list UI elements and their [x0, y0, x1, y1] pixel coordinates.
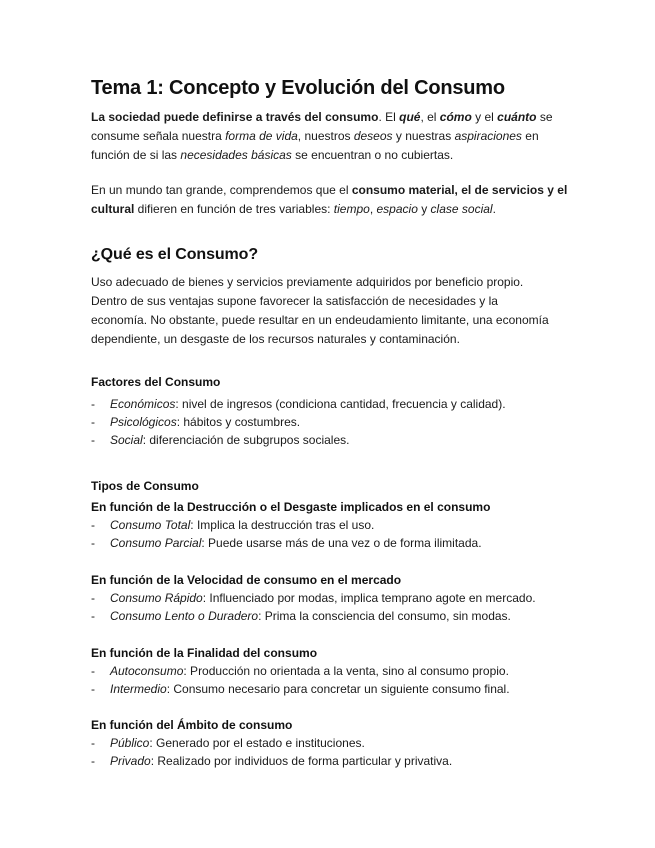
list-item [91, 607, 536, 625]
intro-paragraph-2 [91, 181, 569, 219]
list-item-term: Autoconsumo [110, 664, 184, 678]
text-run: aspiraciones [454, 129, 522, 143]
tipos-group-heading-velocidad: En función de la Velocidad de consumo en el mercado [91, 573, 402, 587]
bullet-dash: - [91, 754, 95, 768]
list-item [91, 431, 506, 449]
list-item-term: Económicos [110, 397, 176, 411]
list-item-term: Intermedio [110, 682, 167, 696]
text-run: , el [420, 110, 440, 124]
list-item-description: : Generado por el estado e instituciones. [149, 736, 365, 750]
list-item [91, 734, 452, 752]
bullet-dash: - [91, 415, 95, 429]
bullet-dash: - [91, 591, 95, 605]
bullet-dash: - [91, 536, 95, 550]
list-item [91, 534, 482, 552]
text-run: cuánto [497, 110, 537, 124]
text-run: forma de vida [225, 129, 298, 143]
bullet-dash: - [91, 433, 95, 447]
list-item-description: : Producción no orientada a la venta, sino al consumo propio. [183, 664, 509, 678]
factores-list [91, 395, 506, 449]
text-run: cómo [439, 110, 472, 124]
list-item-term: Consumo Rápido [110, 591, 203, 605]
page-title: Tema 1: Concepto y Evolución del Consumo [91, 77, 505, 99]
list-item-description: : Realizado por individuos de forma particular y privativa. [150, 754, 453, 768]
list-item [91, 680, 510, 698]
tipos-group-heading-finalidad: En función de la Finalidad del consumo [91, 646, 318, 660]
bullet-dash: - [91, 736, 95, 750]
text-run: se encuentran o no cubiertas. [291, 148, 454, 162]
text-run: , nuestros [297, 129, 354, 143]
list-item-description: : hábitos y costumbres. [176, 415, 301, 429]
text-run: deseos [353, 129, 393, 143]
list-item-description: : diferenciación de subgrupos sociales. [142, 433, 350, 447]
list-item-term: Social [110, 433, 143, 447]
text-run: y nuestras [392, 129, 455, 143]
section-body-que-es: Uso adecuado de bienes y servicios previamente adquiridos por beneficio propio. Dentro de sus ventajas supone favorecer la satisfacción de necesidades y la economía. No obstante, puede resultar en un endeudamiento limitante, una economía dependiente, un desgaste de los recursos naturales y contaminación. [91, 275, 549, 346]
text-run: . [492, 202, 496, 216]
list-item-term: Consumo Lento o Duradero [110, 609, 259, 623]
bullet-dash: - [91, 518, 95, 532]
list-item-description: : Prima la consciencia del consumo, sin modas. [258, 609, 511, 623]
bullet-dash: - [91, 397, 95, 411]
tipos-group-heading-ambito: En función del Ámbito de consumo [91, 718, 293, 732]
text-run: consumo material, el de servicios y el cultural [91, 183, 568, 216]
bullet-dash: - [91, 664, 95, 678]
text-run: en función de si las [91, 129, 539, 162]
bullet-dash: - [91, 682, 95, 696]
text-run: difieren en función de tres variables: [134, 202, 334, 216]
section-heading-que-es: ¿Qué es el Consumo? [91, 246, 259, 263]
list-item-term: Consumo Total [110, 518, 191, 532]
list-item [91, 516, 482, 534]
text-run: , [369, 202, 377, 216]
list-item-description: : Implica la destrucción tras el uso. [190, 518, 375, 532]
text-run: se consume señala nuestra [91, 110, 553, 143]
text-run: . El [378, 110, 400, 124]
tipos-list-velocidad [91, 589, 536, 625]
text-run: tiempo [333, 202, 370, 216]
list-item-description: : Influenciado por modas, implica temprano agote en mercado. [202, 591, 536, 605]
list-item-term: Psicológicos [110, 415, 177, 429]
list-item-term: Privado [110, 754, 151, 768]
list-item-description: : nivel de ingresos (condiciona cantidad, frecuencia y calidad). [175, 397, 506, 411]
list-item-term: Público [110, 736, 150, 750]
text-run: En un mundo tan grande, comprendemos que el [91, 183, 352, 197]
list-item-description: : Consumo necesario para concretar un siguiente consumo final. [166, 682, 510, 696]
text-run: La sociedad puede definirse a través del consumo [91, 110, 379, 124]
text-run: espacio [376, 202, 418, 216]
tipos-list-finalidad [91, 662, 510, 698]
tipos-group-heading-destruccion: En función de la Destrucción o el Desgaste implicados en el consumo [91, 500, 491, 514]
text-run: necesidades básicas [180, 148, 292, 162]
text-run: y [417, 202, 431, 216]
tipos-list-ambito [91, 734, 452, 770]
text-run: qué [399, 110, 421, 124]
list-item [91, 395, 506, 413]
list-item-description: : Puede usarse más de una vez o de forma ilimitada. [201, 536, 482, 550]
list-item [91, 413, 506, 431]
text-run: clase social [430, 202, 493, 216]
intro-paragraph-1 [91, 108, 561, 165]
list-item-term: Consumo Parcial [110, 536, 202, 550]
list-item [91, 589, 536, 607]
list-item [91, 752, 452, 770]
bullet-dash: - [91, 609, 95, 623]
tipos-list-destruccion [91, 516, 482, 552]
factores-heading: Factores del Consumo [91, 375, 221, 389]
tipos-heading: Tipos de Consumo [91, 479, 199, 493]
text-run: y el [471, 110, 498, 124]
list-item [91, 662, 510, 680]
